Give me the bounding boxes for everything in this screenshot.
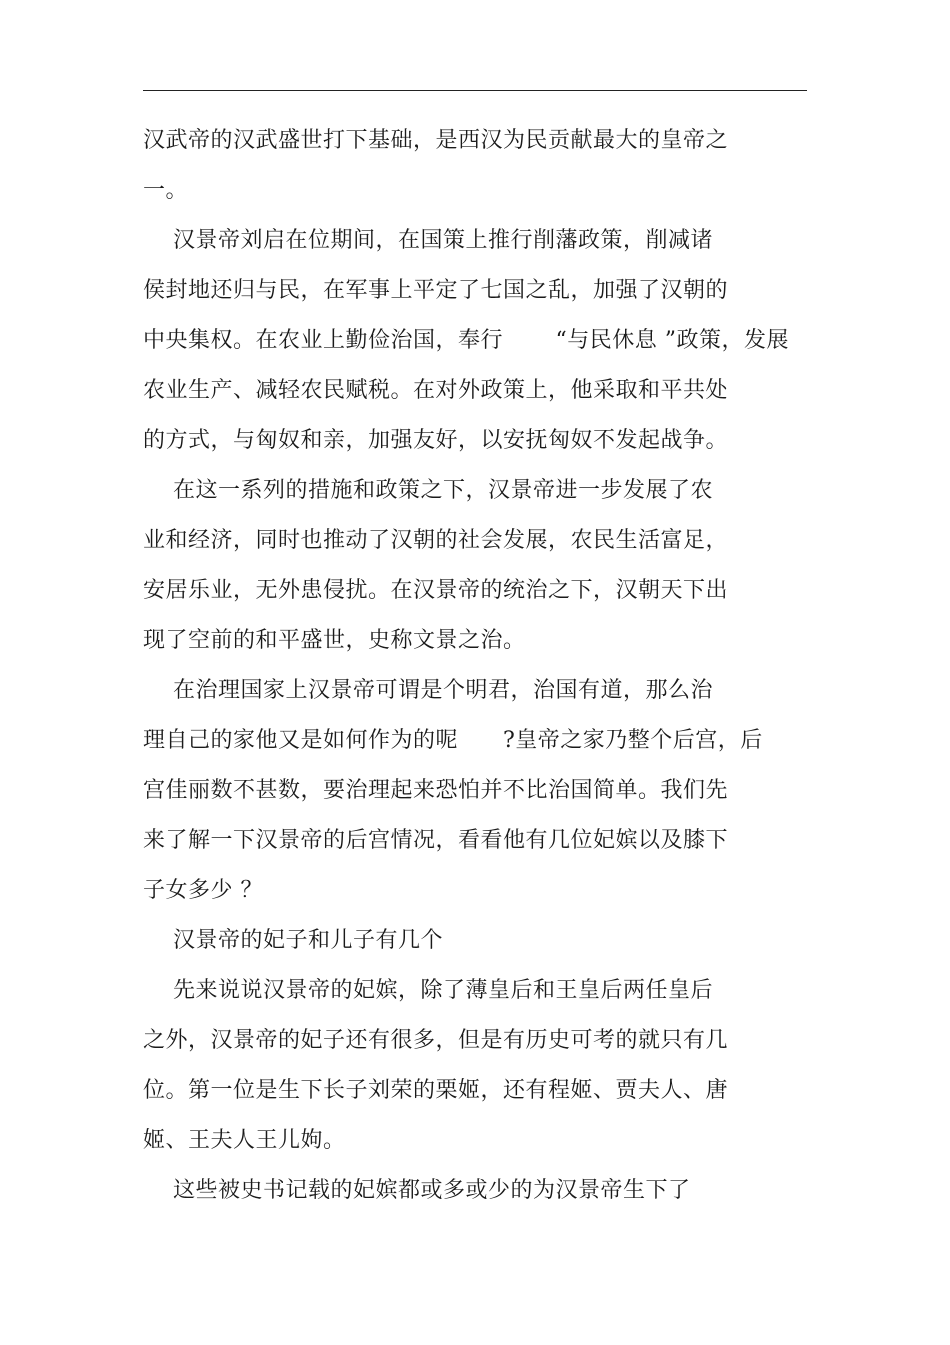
text-line: 业和经济，同时也推动了汉朝的社会发展，农民生活富足， (143, 528, 729, 553)
header-rule (143, 90, 807, 91)
text-line: 理自己的家他又是如何作为的呢 ?皇帝之家乃整个后宫，后 (143, 728, 763, 753)
text-line: 侯封地还归与民，在军事上平定了七国之乱，加强了汉朝的 (143, 278, 729, 303)
text-line: 宫佳丽数不甚数，要治理起来恐怕并不比治国简单。我们先 (143, 778, 729, 803)
text-line: 现了空前的和平盛世，史称文景之治。 (143, 628, 526, 653)
text-line: 中央集权。在农业上勤俭治国，奉行 “与民休息 ”政策，发展 (143, 328, 789, 353)
text-line: 汉武帝的汉武盛世打下基础，是西汉为民贡献最大的皇帝之 (143, 128, 729, 153)
text-line: 之外，汉景帝的妃子还有很多，但是有历史可考的就只有几 (143, 1028, 729, 1053)
text-line: 这些被史书记载的妃嫔都或多或少的为汉景帝生下了 (143, 1178, 691, 1203)
text-line: 在这一系列的措施和政策之下，汉景帝进一步发展了农 (143, 478, 713, 503)
text-line: 的方式，与匈奴和亲，加强友好，以安抚匈奴不发起战争。 (143, 428, 729, 453)
text-line: 来了解一下汉景帝的后宫情况，看看他有几位妃嫔以及膝下 (143, 828, 729, 853)
text-line: 在治理国家上汉景帝可谓是个明君，治国有道，那么治 (143, 678, 713, 703)
text-line: 汉景帝刘启在位期间，在国策上推行削藩政策，削减诸 (143, 228, 713, 253)
text-line: 子女多少 ？ (143, 878, 263, 903)
text-line: 一。 (143, 178, 189, 203)
text-line: 姬、王夫人王儿姁。 (143, 1128, 346, 1153)
text-line: 位。第一位是生下长子刘荣的栗姬，还有程姬、贾夫人、唐 (143, 1078, 729, 1103)
text-line: 农业生产、减轻农民赋税。在对外政策上，他采取和平共处 (143, 378, 729, 403)
text-line: 安居乐业，无外患侵扰。在汉景帝的统治之下，汉朝天下出 (143, 578, 729, 603)
text-line: 先来说说汉景帝的妃嫔，除了薄皇后和王皇后两任皇后 (143, 978, 713, 1003)
section-heading: 汉景帝的妃子和儿子有几个 (143, 928, 443, 953)
